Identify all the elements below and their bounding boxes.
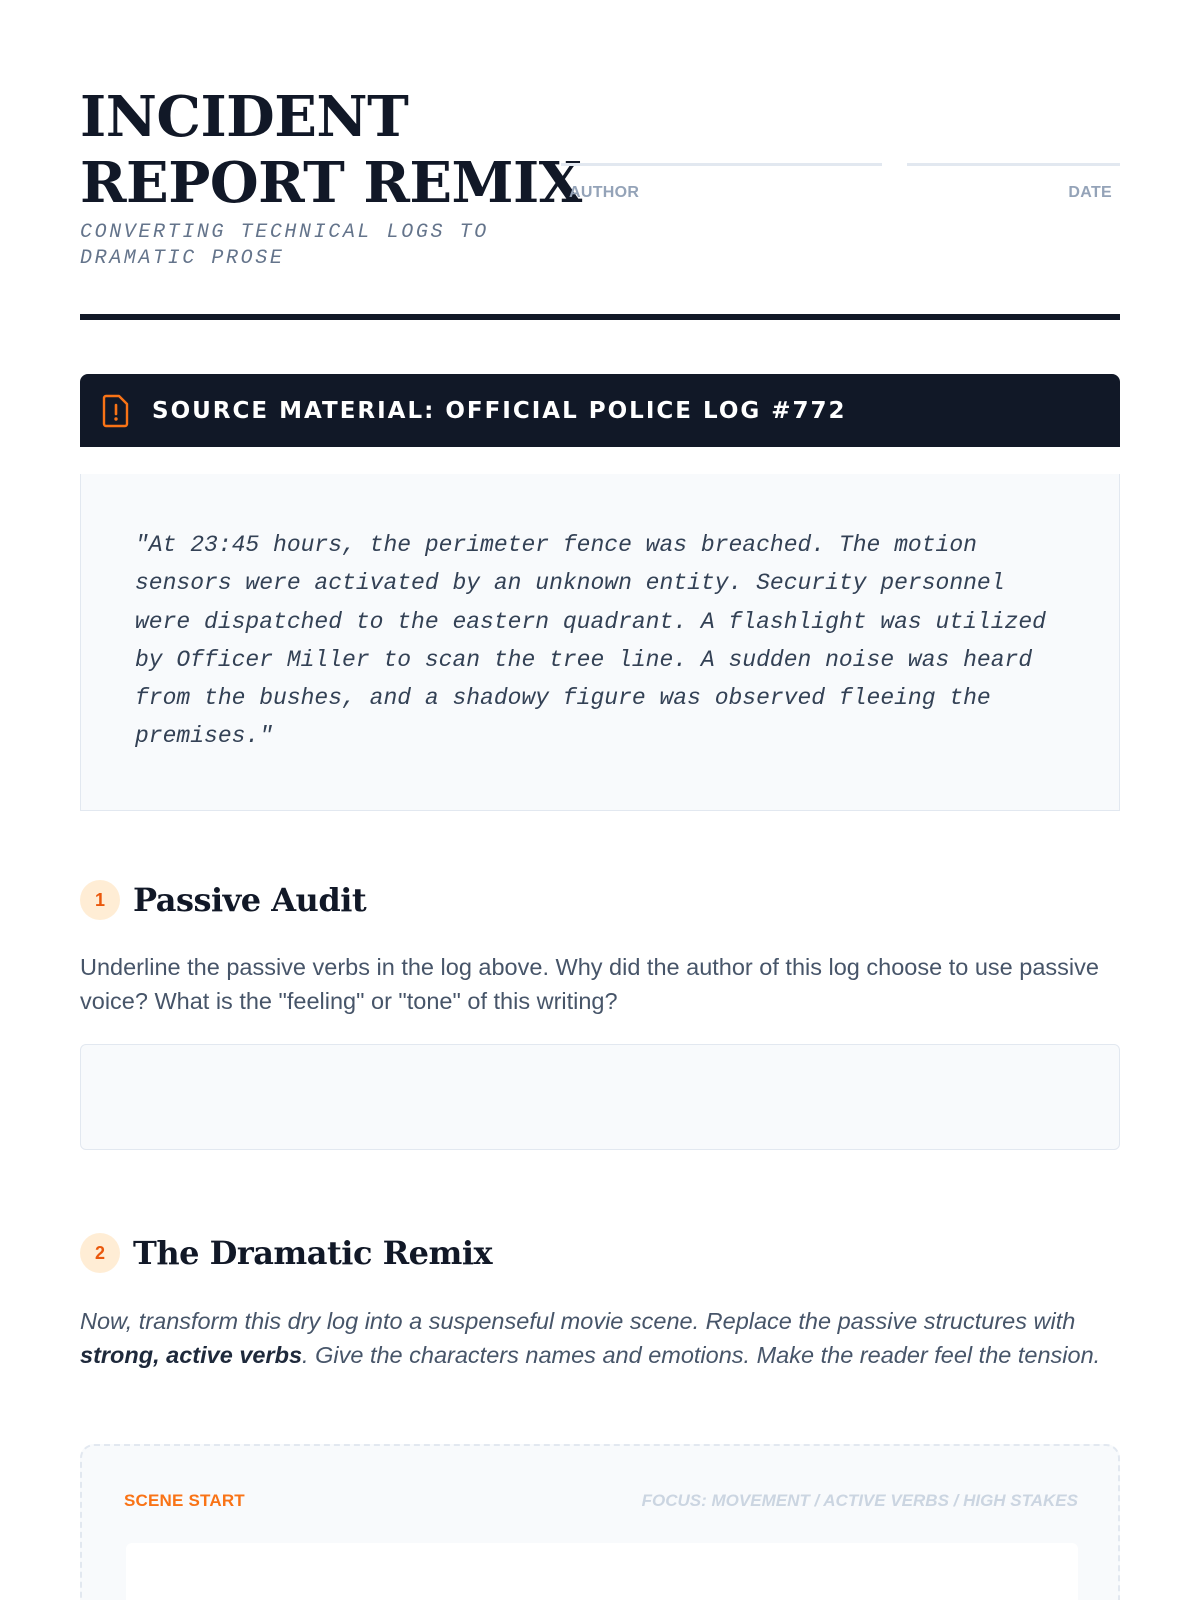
section-1-prompt: Underline the passive verbs in the log above. Why did the author of this log choose to use passive voice? What is the "feeling" or "tone" of this writing? — [80, 954, 1099, 1014]
page-title — [80, 84, 582, 216]
section-2-header — [80, 1233, 492, 1273]
section-1-number: 1 — [80, 880, 120, 920]
title-line-1: INCIDENT — [80, 84, 409, 150]
passive-audit-answer-box[interactable] — [80, 1044, 1120, 1150]
title-line-2: REPORT REMIX — [80, 150, 582, 216]
source-quote: "At 23:45 hours, the perimeter fence was breached. The motion sensors were activated by an unknown entity. Security personnel were dispatched to the eastern quadrant. A flashlight was utilized by Officer Miller to scan the tree line. A sudden noise was heard from the bushes, and a shadowy figure was observed fleeing the premises." — [135, 532, 1046, 750]
section-1-title: Passive Audit — [133, 881, 367, 919]
source-banner-title: SOURCE MATERIAL: OFFICIAL POLICE LOG #772 — [152, 397, 847, 424]
author-field[interactable] — [561, 163, 882, 203]
section-2-number: 2 — [80, 1233, 120, 1273]
date-label: DATE — [1068, 184, 1112, 201]
section-2-prompt — [80, 1305, 1120, 1372]
page-subtitle: CONVERTING TECHNICAL LOGS TO DRAMATIC PROSE — [80, 221, 489, 270]
scene-answer-field[interactable] — [126, 1543, 1078, 1600]
header-divider — [80, 314, 1120, 320]
date-field[interactable] — [907, 163, 1120, 203]
section-2-prompt-start: Now, transform this dry log into a suspenseful movie scene. Replace the passive structures with — [80, 1308, 1076, 1334]
worksheet-header — [80, 84, 1120, 320]
scene-writing-area — [80, 1444, 1120, 1600]
section-2-prompt-emphasis: strong, active verbs — [80, 1341, 303, 1368]
section-2-title: The Dramatic Remix — [133, 1234, 493, 1272]
section-2-prompt-end: . Give the characters names and emotions. Make the reader feel the tension. — [302, 1341, 1101, 1368]
file-alert-icon — [102, 394, 130, 428]
source-banner — [80, 374, 1120, 447]
scene-start-label: SCENE START — [124, 1491, 245, 1510]
source-quote-box — [80, 474, 1120, 811]
section-1-header — [80, 880, 366, 920]
author-label: AUTHOR — [569, 184, 640, 201]
scene-focus-label: FOCUS: MOVEMENT / ACTIVE VERBS / HIGH STAKES — [641, 1491, 1078, 1510]
